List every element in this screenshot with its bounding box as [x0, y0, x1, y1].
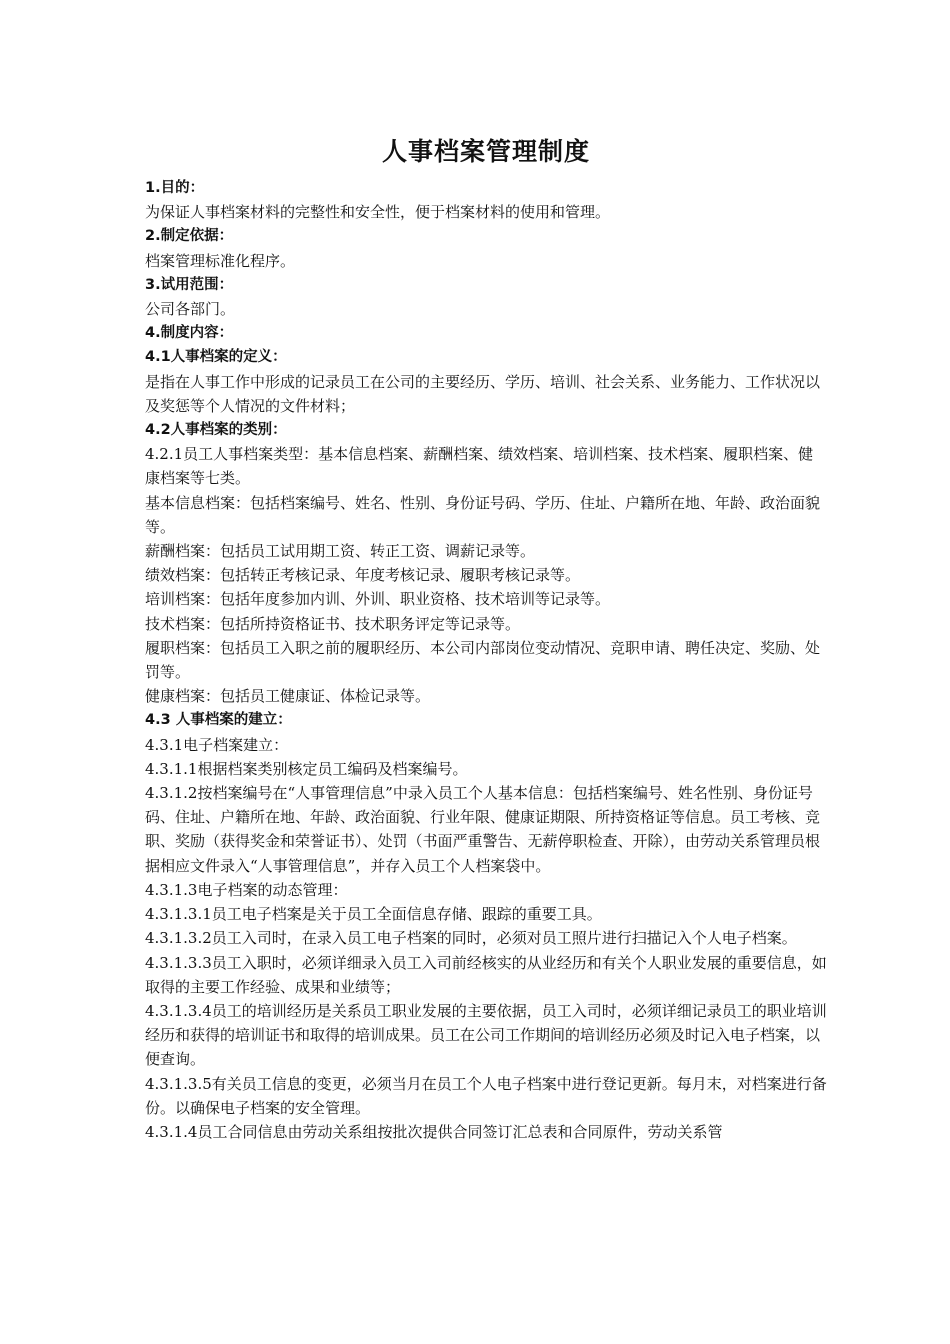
paragraph: 履职档案：包括员工入职之前的履职经历、本公司内部岗位变动情况、竞职申请、聘任决定、奖励、处罚等。	[145, 638, 821, 682]
paragraph: 4.3.1.2按档案编号在“人事管理信息”中录入员工个人基本信息：包括档案编号、姓名性别、身份证号码、住址、户籍所在地、年龄、政治面貌、行业年限、健康证期限、所持资格证等信息。员工考核、竞职、奖励（获得奖金和荣誉证书）、处罚（书面严重警告、无薪停职检查、开除），由劳动关系管理员根据相应文件录入“人事管理信息”，并存入员工个人档案袋中。	[145, 784, 821, 875]
paragraph: 4.3.1.3.5有关员工信息的变更，必须当月在员工个人电子档案中进行登记更新。每月末，对档案进行备份。以确保电子档案的安全管理。	[145, 1074, 827, 1117]
paragraph: 4.3.1电子档案建立：	[145, 735, 289, 754]
paragraph: 4.3.1.1根据档案类别核定员工编码及档案编号。	[145, 759, 468, 778]
paragraph: 4.3.1.3.3员工入职时，必须详细录入员工入司前经核实的从业经历和有关个人职业发展的重要信息，如取得的主要工作经验、成果和业绩等；	[145, 953, 827, 996]
paragraph: 4.3.1.3.4员工的培训经历是关系员工职业发展的主要依据，员工入司时，必须详细记录员工的职业培训经历和获得的培训证书和取得的培训成果。员工在公司工作期间的培训经历必须及时记入电子档案，以便查询。	[145, 1001, 827, 1069]
paragraph: 4.3.1.4员工合同信息由劳动关系组按批次提供合同签订汇总表和合同原件，劳动关系管	[145, 1122, 723, 1141]
document-page	[145, 134, 827, 1144]
paragraph: 技术档案：包括所持资格证书、技术职务评定等记录等。	[145, 614, 521, 633]
paragraph: 薪酬档案：包括员工试用期工资、转正工资、调薪记录等。	[145, 542, 536, 561]
paragraph: 4.3.1.3.2员工入司时，在录入员工电子档案的同时，必须对员工照片进行扫描记入个人电子档案。	[145, 929, 797, 948]
section-heading: 4.1人事档案的定义：	[145, 349, 287, 366]
paragraph: 基本信息档案：包括档案编号、姓名、性别、身份证号码、学历、住址、户籍所在地、年龄、政治面貌等。	[145, 493, 821, 536]
section-heading: 1.目的：	[145, 180, 205, 196]
paragraph: 4.3.1.3.1员工电子档案是关于员工全面信息存储、跟踪的重要工具。	[145, 905, 602, 924]
paragraph: 培训档案：包括年度参加内训、外训、职业资格、技术培训等记录等。	[145, 590, 611, 609]
section-heading: 4.3 人事档案的建立：	[145, 712, 292, 729]
section-heading: 3.试用范围：	[145, 276, 234, 293]
paragraph: 4.3.1.3电子档案的动态管理：	[145, 880, 348, 899]
paragraph: 绩效档案：包括转正考核记录、年度考核记录、履职考核记录等。	[145, 566, 581, 585]
paragraph: 公司各部门。	[145, 300, 236, 319]
paragraph: 是指在人事工作中形成的记录员工在公司的主要经历、学历、培训、社会关系、业务能力、工作状况以及奖惩等个人情况的文件材料；	[145, 372, 821, 415]
paragraph: 健康档案：包括员工健康证、体检记录等。	[145, 687, 431, 706]
section-heading: 4.2人事档案的类别：	[145, 422, 287, 439]
paragraph: 档案管理标准化程序。	[145, 251, 296, 270]
document-title: 人事档案管理制度	[381, 137, 590, 166]
document-body	[145, 176, 827, 1144]
section-heading: 4.制度内容：	[145, 325, 234, 342]
paragraph: 为保证人事档案材料的完整性和安全性，便于档案材料的使用和管理。	[145, 203, 611, 222]
section-heading: 2.制定依据：	[145, 228, 234, 245]
paragraph: 4.2.1员工人事档案类型：基本信息档案、薪酬档案、绩效档案、培训档案、技术档案、履职档案、健康档案等七类。	[145, 445, 814, 488]
